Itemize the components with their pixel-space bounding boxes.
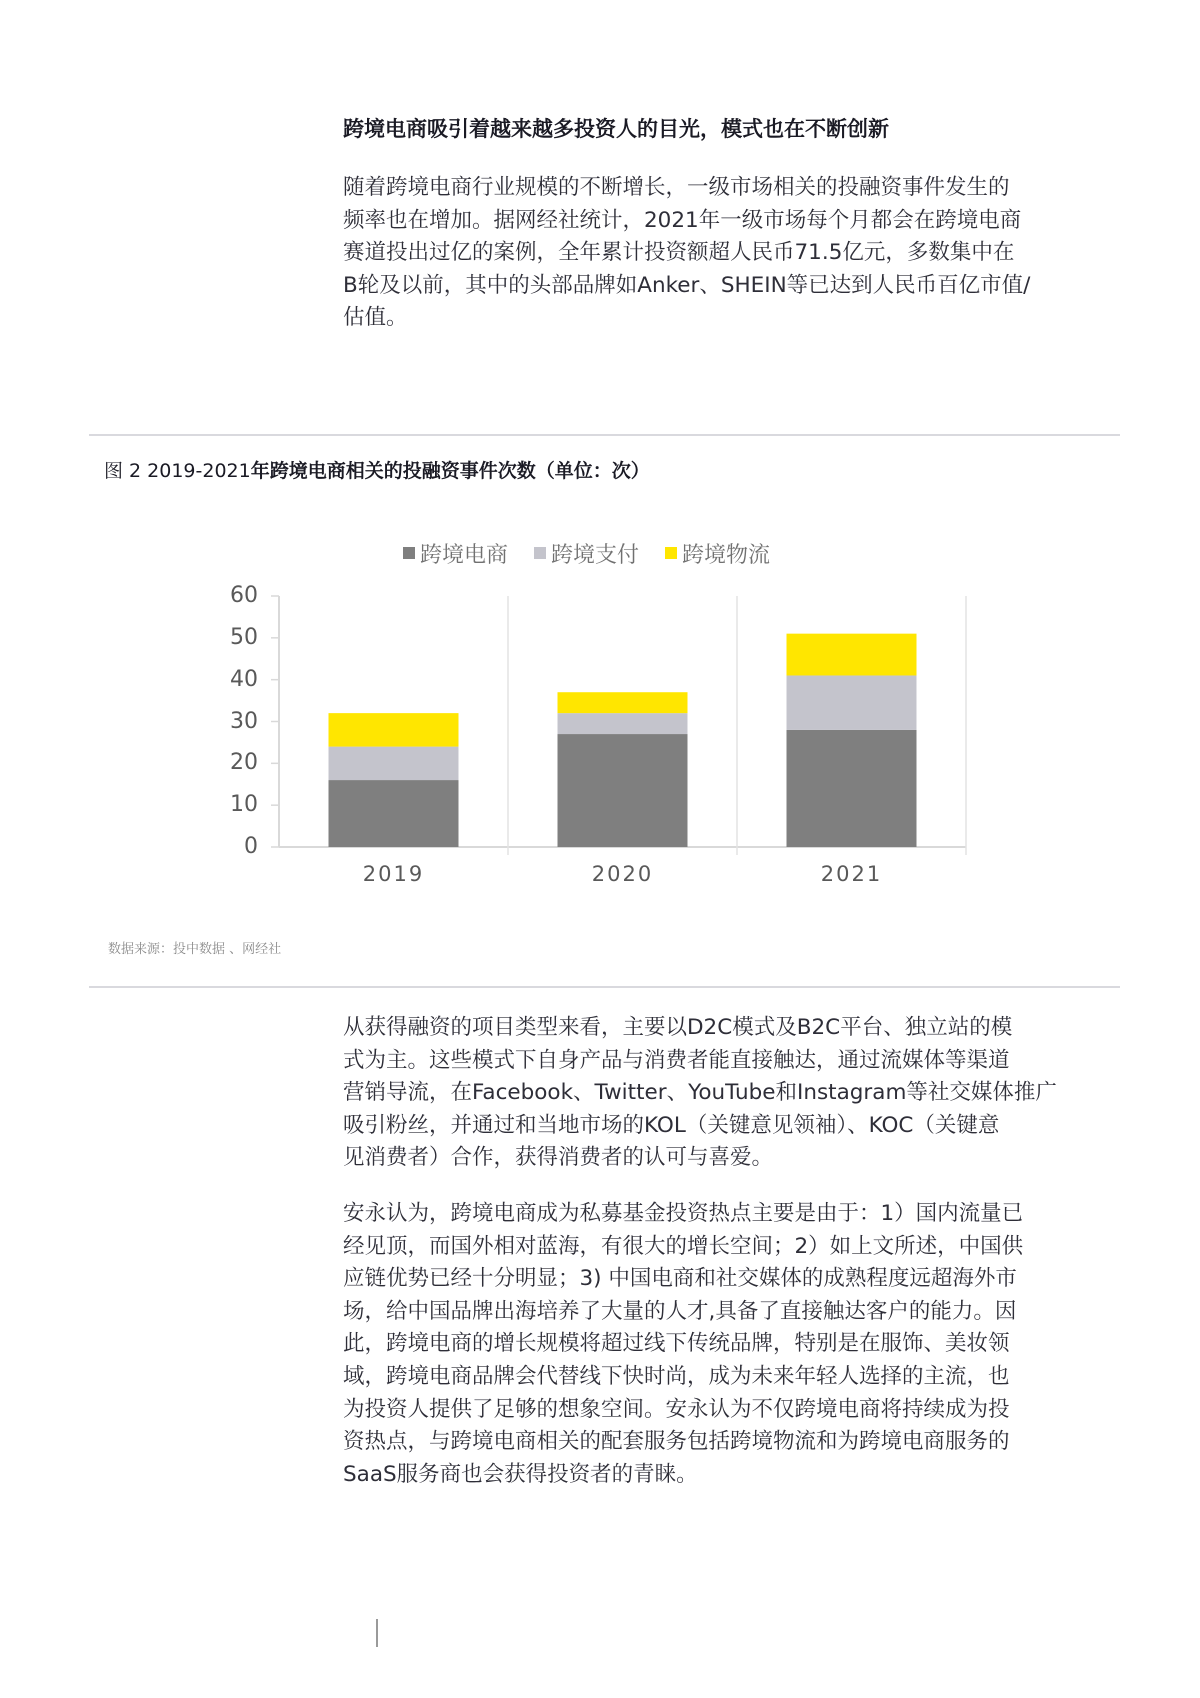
figure-bottom-divider — [89, 986, 1120, 988]
paragraph-line: 式为主。这些模式下自身产品与消费者能直接触达，通过流媒体等渠道 — [343, 1047, 1010, 1073]
bar-segment — [329, 780, 459, 847]
section-heading: 跨境电商吸引着越来越多投资人的目光，模式也在不断创新 — [343, 117, 889, 141]
paragraph-line: 见消费者）合作，获得消费者的认可与喜爱。 — [343, 1145, 774, 1171]
paragraph-line: 吸引粉丝，并通过和当地市场的KOL（关键意见领袖）、KOC（关键意 — [343, 1112, 1000, 1138]
x-tick-label: 2019 — [362, 862, 425, 886]
paragraph-line: SaaS服务商也会获得投资者的青睐。 — [343, 1461, 698, 1487]
paragraph-line: 营销导流，在Facebook、Twitter、YouTube和Instagram等社交媒体推广 — [343, 1080, 1057, 1106]
paragraph-line: 安永认为，跨境电商成为私募基金投资热点主要是由于：1）国内流量已 — [343, 1201, 1024, 1226]
paragraph-line: 随着跨境电商行业规模的不断增长，一级市场相关的投融资事件发生的 — [343, 175, 1010, 200]
y-tick-label: 40 — [230, 666, 258, 692]
bar-segment — [787, 675, 917, 729]
ey-opinion-paragraph — [343, 1198, 1123, 1491]
paragraph-line: 频率也在增加。据网经社统计，2021年一级市场每个月都会在跨境电商 — [343, 207, 1022, 233]
paragraph-line: 应链优势已经十分明显；3) 中国电商和社交媒体的成熟程度远超海外市 — [343, 1266, 1017, 1292]
legend-label: 跨境支付 — [551, 542, 640, 568]
bar-segment — [558, 734, 688, 847]
paragraph-line: B轮及以前，其中的头部品牌如Anker、SHEIN等已达到人民币百亿市值/ — [343, 272, 1031, 298]
paragraph-line: 资热点，与跨境电商相关的配套服务包括跨境物流和为跨境电商服务的 — [343, 1429, 1010, 1455]
y-tick-label: 30 — [230, 708, 258, 734]
project-types-paragraph — [343, 1012, 1123, 1175]
bar-segment — [787, 634, 917, 676]
x-tick-label: 2021 — [820, 862, 883, 886]
y-tick-label: 20 — [230, 750, 258, 776]
paragraph-line: 场，给中国品牌出海培养了大量的人才,具备了直接触达客户的能力。因 — [343, 1298, 1017, 1324]
paragraph-line: 域，跨境电商品牌会代替线下快时尚，成为未来年轻人选择的主流，也 — [343, 1363, 1010, 1389]
bar-segment — [558, 692, 688, 713]
figure-number: 图 2 2019-2021 — [104, 460, 251, 482]
y-tick-label: 10 — [230, 792, 258, 818]
y-tick-label: 50 — [230, 624, 258, 650]
bar-segment — [787, 730, 917, 847]
paragraph-line: 估值。 — [343, 305, 408, 331]
x-tick-label: 2020 — [591, 862, 654, 886]
paragraph-line: 此，跨境电商的增长规模将超过线下传统品牌，特别是在服饰、美妆领 — [343, 1331, 1010, 1357]
chart-bars — [329, 634, 917, 847]
paragraph-line: 为投资人提供了足够的想象空间。安永认为不仅跨境电商将持续成为投 — [343, 1396, 1010, 1422]
y-tick-label: 0 — [244, 834, 258, 859]
paragraph-line: 从获得融资的项目类型来看，主要以D2C模式及B2C平台、独立站的模 — [343, 1015, 1013, 1040]
bar-segment — [558, 713, 688, 734]
legend-label: 跨境物流 — [682, 542, 771, 568]
paragraph-line: 赛道投出过亿的案例，全年累计投资额超人民币71.5亿元，多数集中在 — [343, 240, 1015, 266]
y-tick-label: 60 — [230, 583, 258, 608]
paragraph-line: 经见顶，而国外相对蓝海，有很大的增长空间；2）如上文所述，中国供 — [343, 1233, 1024, 1259]
legend-label: 跨境电商 — [420, 542, 509, 568]
page-marker — [376, 1619, 378, 1647]
data-source-note: 数据来源：投中数据 、网经社 — [108, 942, 282, 957]
bar-segment — [329, 713, 459, 746]
bar-segment — [329, 747, 459, 780]
figure-caption: 年跨境电商相关的投融资事件次数（单位：次） — [250, 460, 650, 482]
